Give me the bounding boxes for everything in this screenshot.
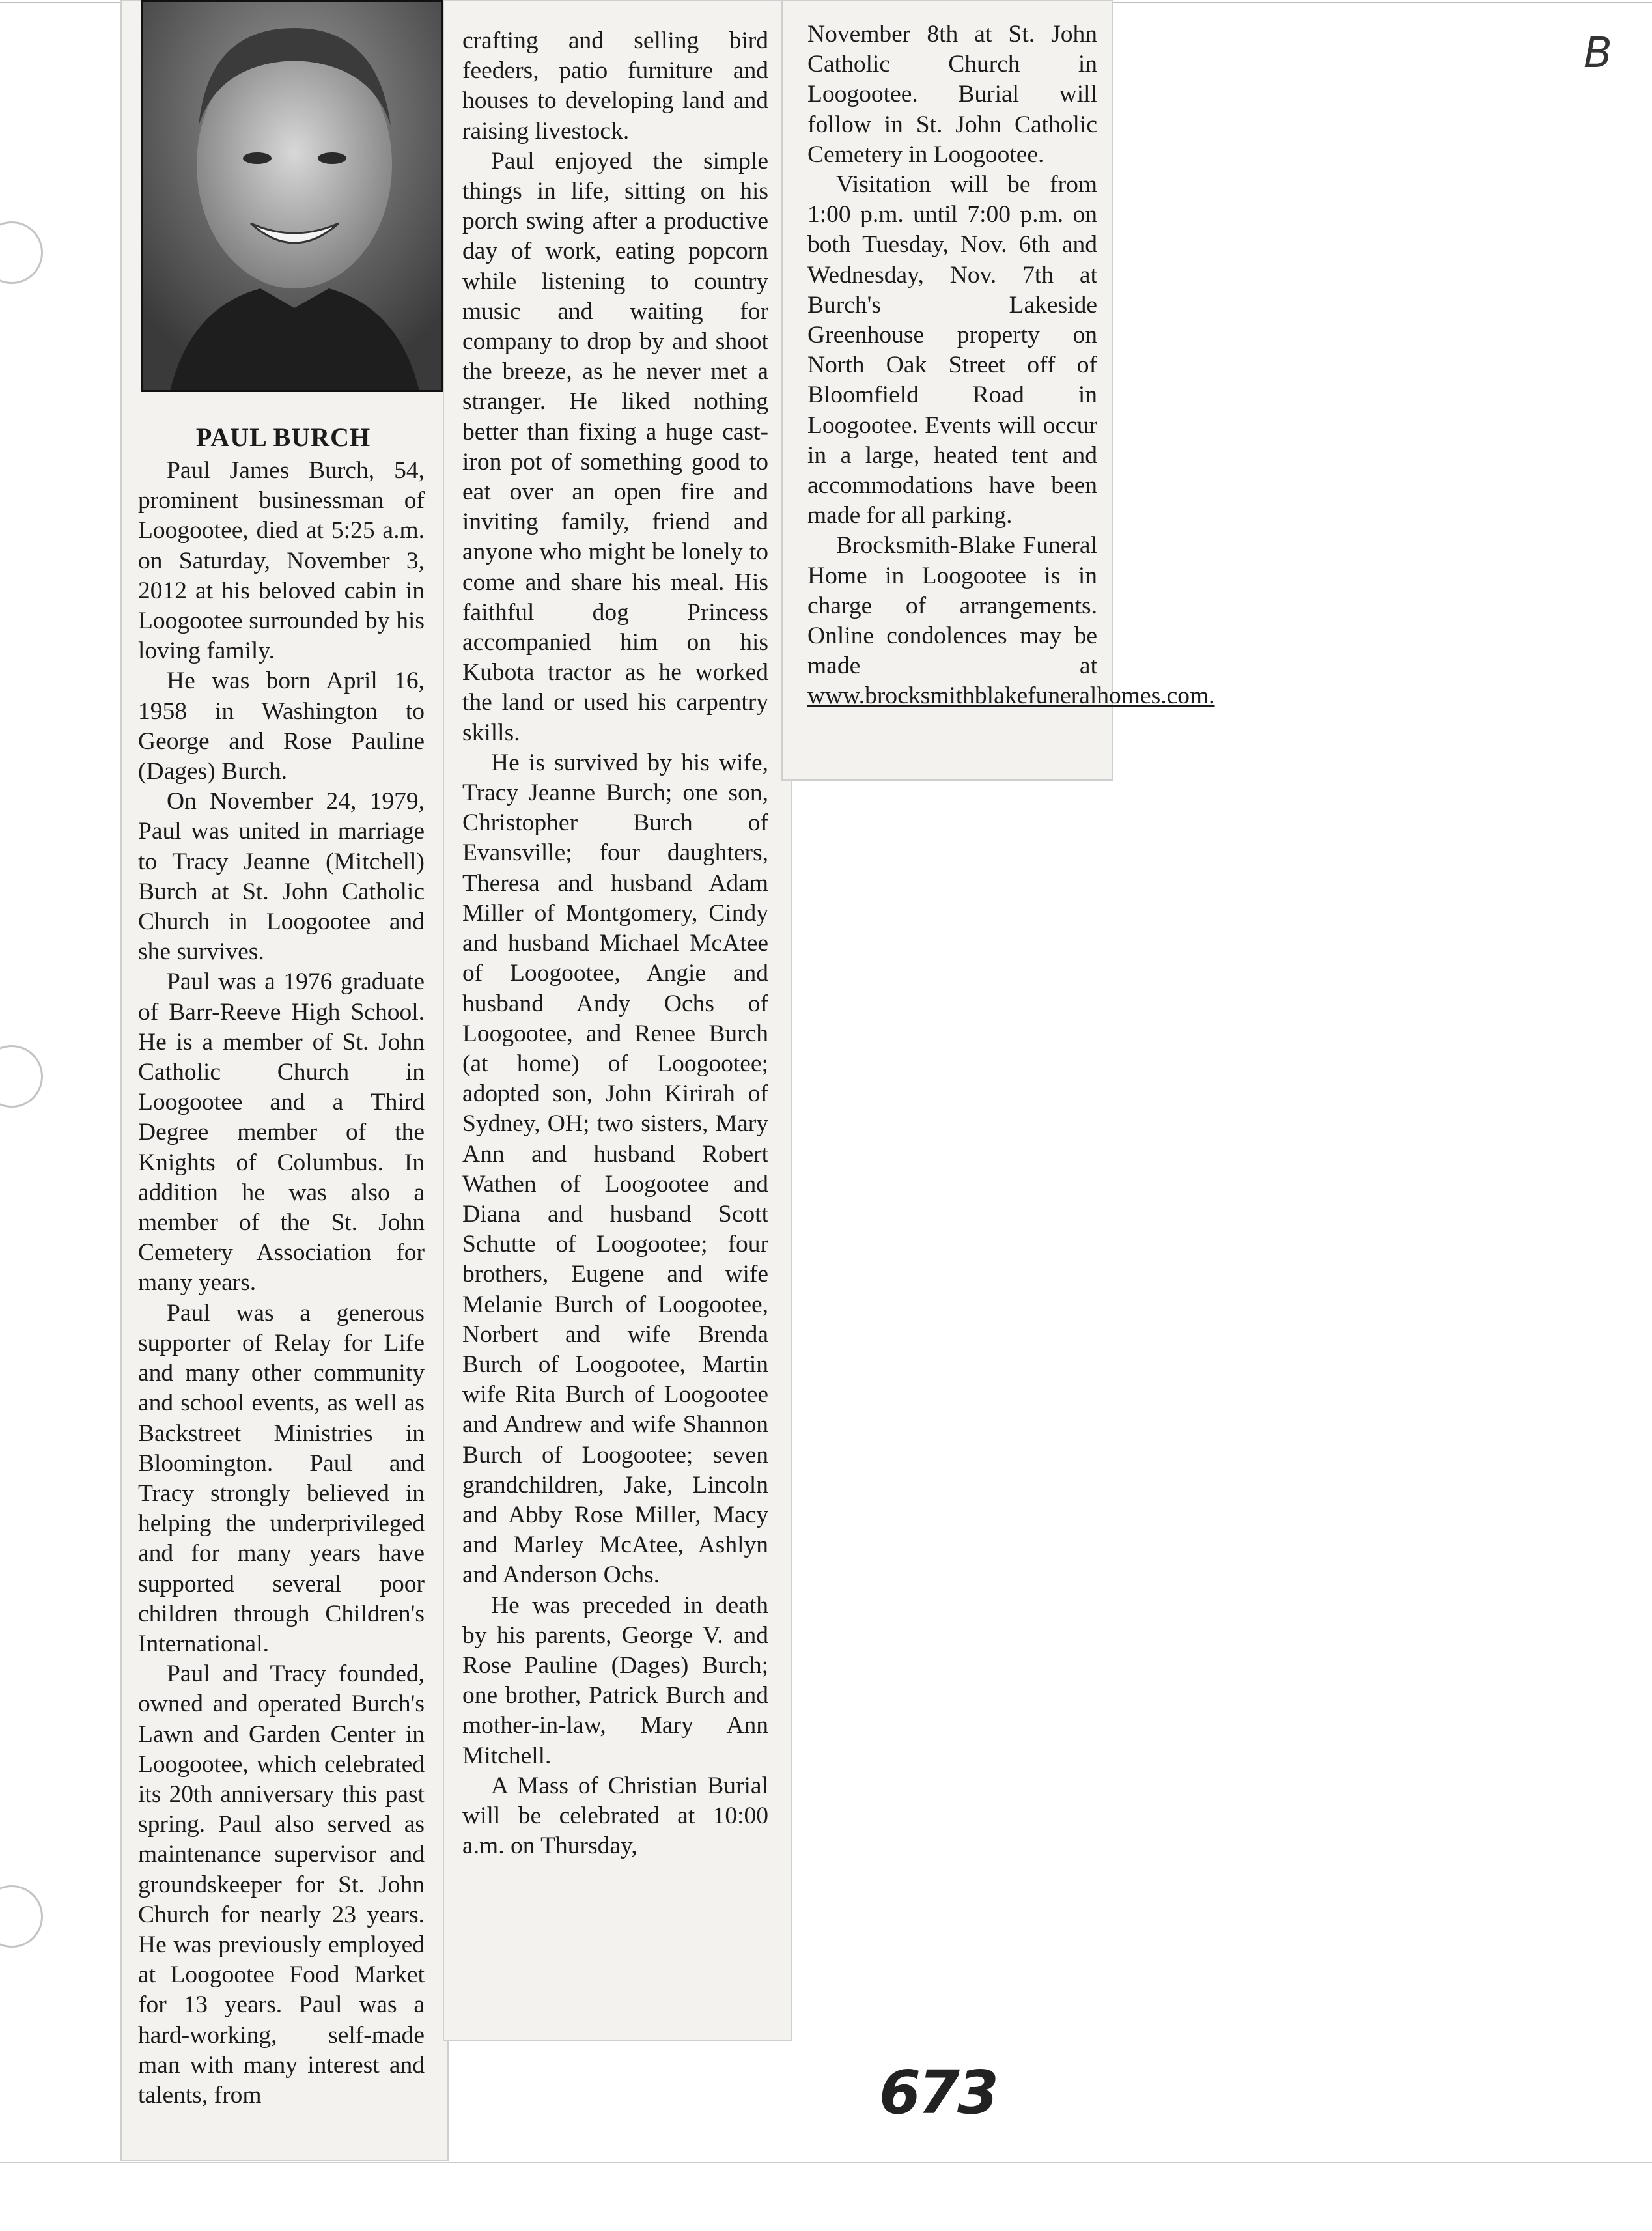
paragraph-charity: Paul was a generous supporter of Relay for Life and many other community and school events, as well as Backstreet Ministries in Bloomington. Paul and Tracy strongly believed in helping the underprivileged and for many years have supported several poor children through Children's International.	[138, 1299, 425, 1657]
scan-bottom-edge	[0, 2162, 1652, 2163]
portrait-photo-icon	[143, 2, 443, 392]
paragraph-funeral-home	[807, 531, 1215, 711]
paragraph-death-announcement: Paul James Burch, 54, prominent businessman of Loogootee, died at 5:25 a.m. on Saturday, November 3, 2012 at his beloved cabin in Loogootee surrounded by his loving family.	[138, 457, 425, 665]
binder-hole-bottom	[0, 1885, 43, 1948]
paragraph-simple-life: Paul enjoyed the simple things in life, sitting on his porch swing after a productive day of work, eating popcorn while listening to country music and waiting for company to drop by and shoot the breeze, as he never met a stranger. He liked nothing better than fixing a huge cast-iron pot of something good to eat over an open fire and inviting family, friend and anyone who might be lonely to come and share his meal. His faithful dog Princess accompanied him on his Kubota tractor as he worked the land or used his carpentry skills.	[462, 147, 768, 746]
condolences-link[interactable]: www.brocksmithblakefuneralhomes.com.	[807, 682, 1215, 710]
paragraph-education-membership: Paul was a 1976 graduate of Barr-Reeve High School. He is a member of St. John Catholic Church in Loogootee and a Third Degree member of the Knights of Columbus. In addition he was also a member of the St. John Cemetery Association for many years.	[138, 968, 425, 1297]
paragraph-marriage: On November 24, 1979, Paul was united in marriage to Tracy Jeanne (Mitchell) Burch at St. John Catholic Church in Loogootee and she survives.	[138, 788, 425, 966]
paragraph-birth: He was born April 16, 1958 in Washington to George and Rose Pauline (Dages) Burch.	[138, 667, 425, 785]
funeral-home-text: Brocksmith-Blake Funeral Home in Loogootee is in charge of arrangements. Online condolences may be made at	[807, 532, 1097, 680]
obituary-headline: PAUL BURCH	[195, 423, 371, 452]
corner-handwritten-mark: B	[1584, 29, 1612, 77]
paragraph-preceded-in-death: He was preceded in death by his parents, George V. and Rose Pauline (Dages) Burch; one brother, Patrick Burch and mother-in-law, Mary Ann Mitchell.	[462, 1592, 768, 1769]
paragraph-burial: November 8th at St. John Catholic Church in Loogootee. Burial will follow in St. John Catholic Cemetery in Loogootee.	[807, 21, 1097, 168]
binder-hole-middle	[0, 1045, 43, 1108]
obituary-column-2	[462, 26, 768, 1861]
handwritten-page-number: 673	[879, 2058, 997, 2127]
paragraph-mass: A Mass of Christian Burial will be celebrated at 10:00 a.m. on Thursday,	[462, 1772, 768, 1860]
paragraph-hobbies: crafting and selling bird feeders, patio furniture and houses to developing land and raising livestock.	[462, 27, 768, 145]
obituary-column-3	[807, 20, 1215, 712]
obituary-column-1	[138, 456, 425, 2111]
paragraph-visitation: Visitation will be from 1:00 p.m. until 7:00 p.m. on both Tuesday, Nov. 6th and Wednesday, Nov. 7th at Burch's Lakeside Greenhouse property on North Oak Street off of Bloomfield Road in Loogootee. Events will occur in a large, heated tent and accommodations have been made for all parking.	[807, 171, 1097, 529]
portrait-photo	[141, 0, 443, 392]
paragraph-career: Paul and Tracy founded, owned and operated Burch's Lawn and Garden Center in Loogootee, which celebrated its 20th anniversary this past spring. Paul also served as maintenance supervisor and groundskeeper for St. John Church for nearly 23 years. He was previously employed at Loogootee Food Market for 13 years. Paul was a hard-working, self-made man with many interest and talents, from	[138, 1661, 425, 2109]
paragraph-survivors: He is survived by his wife, Tracy Jeanne Burch; one son, Christopher Burch of Evansville; four daughters, Theresa and husband Adam Miller of Montgomery, Cindy and husband Michael McAtee of Loogootee, Angie and husband Andy Ochs of Loogootee, and Renee Burch (at home) of Loogootee; adopted son, John Kirirah of Sydney, OH; two sisters, Mary Ann and husband Robert Wathen of Loogootee and Diana and husband Scott Schutte of Loogootee; four brothers, Eugene and wife Melanie Burch of Loogootee, Norbert and wife Brenda Burch of Loogootee, Martin wife Rita Burch of Loogootee and Andrew and wife Shannon Burch of Loogootee; seven grandchildren, Jake, Lincoln and Abby Rose Miller, Macy and Marley McAtee, Ashlyn and Anderson Ochs.	[462, 749, 768, 1589]
binder-hole-top	[0, 221, 43, 284]
